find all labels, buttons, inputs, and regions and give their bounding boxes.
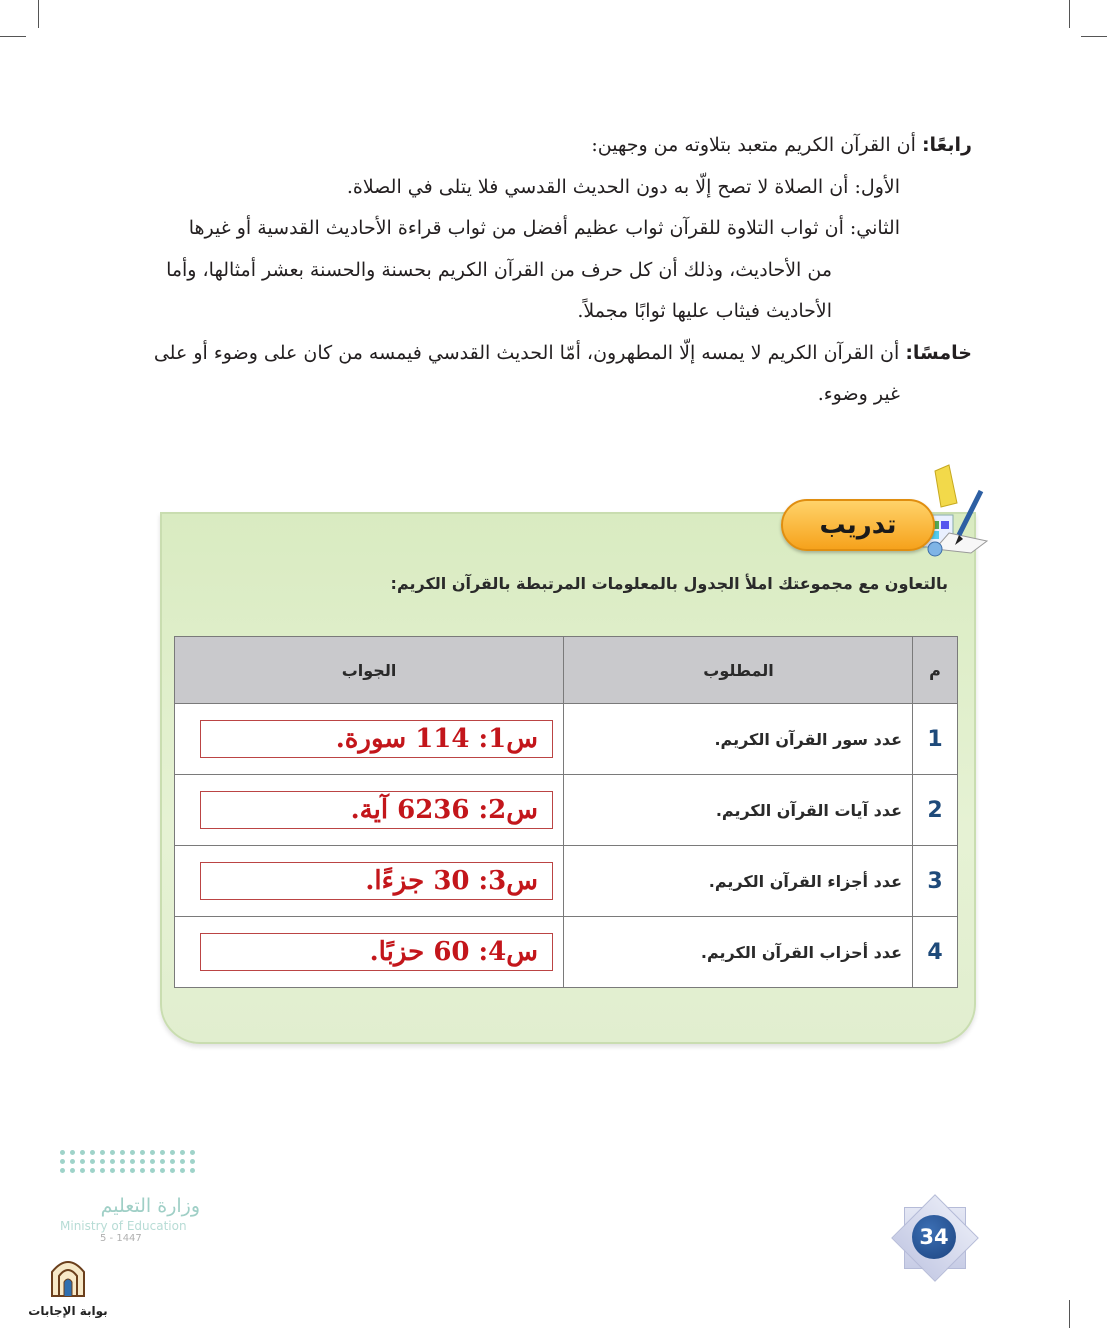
- answer-field[interactable]: [200, 720, 553, 758]
- paragraph-lead: خامسًا:: [905, 341, 972, 364]
- paragraph-second-line: من الأحاديث، وذلك أن كل حرف من القرآن الكريم بحسنة والحسنة بعشر أمثالها، وأما: [166, 258, 832, 281]
- answer-text: س2: 6236 آية.: [350, 795, 538, 825]
- body-text: [150, 125, 972, 416]
- row-required: عدد آيات القرآن الكريم.: [564, 775, 913, 846]
- paragraph-khamisan-line: غير وضوء.: [817, 383, 900, 405]
- answer-field[interactable]: [200, 791, 553, 829]
- row-num: 2: [913, 775, 958, 846]
- exercise-table: [174, 636, 958, 988]
- paragraph-text: أن القرآن الكريم متعبد بتلاوته من وجهين:: [591, 134, 916, 156]
- ministry-year: 5 - 1447: [100, 1233, 142, 1244]
- crop-mark: [1081, 36, 1107, 37]
- table-row: [175, 775, 958, 846]
- header-required: المطلوب: [564, 637, 913, 704]
- site-logo-label: بوابة الإجابات: [28, 1304, 108, 1318]
- crop-mark: [0, 36, 26, 37]
- row-num: 4: [913, 917, 958, 988]
- paragraph-khamisan: [150, 333, 972, 375]
- row-answer-cell: [175, 704, 564, 775]
- row-answer-cell: [175, 846, 564, 917]
- paragraph-second-line: الثاني: أن ثواب التلاوة للقرآن ثواب عظيم أفضل من ثواب قراءة الأحاديث القدسية أو غيرها: [188, 217, 900, 239]
- table-row: [175, 846, 958, 917]
- paragraph-rabian: [150, 125, 972, 167]
- paragraph-lead: رابعًا:: [921, 134, 972, 156]
- header-num: م: [913, 637, 958, 704]
- answer-field[interactable]: [200, 862, 553, 900]
- paragraph-text: أن القرآن الكريم لا يمسه إلّا المطهرون، أمّا الحديث القدسي فيمسه من كان على وضوء أو على: [153, 341, 900, 364]
- crop-mark: [38, 0, 39, 28]
- table-header-row: [175, 637, 958, 704]
- site-logo: [28, 1254, 108, 1318]
- header-answer: الجواب: [175, 637, 564, 704]
- answer-text: س3: 30 جزءًا.: [365, 866, 538, 896]
- mosque-icon: [46, 1254, 90, 1298]
- ministry-english: Ministry of Education: [60, 1219, 187, 1233]
- paragraph-first: الأول: أن الصلاة لا تصح إلّا به دون الحديث القدسي فلا يتلى في الصلاة.: [346, 175, 900, 198]
- row-num: 1: [913, 704, 958, 775]
- answer-text: س1: 114 سورة.: [335, 724, 538, 754]
- row-num: 3: [913, 846, 958, 917]
- ministry-dots-icon: [60, 1150, 196, 1173]
- row-answer-cell: [175, 917, 564, 988]
- row-required: عدد أحزاب القرآن الكريم.: [564, 917, 913, 988]
- exercise-badge-label: تدريب: [819, 510, 897, 540]
- exercise-badge: [781, 499, 935, 551]
- ministry-logo: [60, 1150, 200, 1244]
- crop-mark: [1069, 0, 1070, 28]
- answer-text: س4: 60 حزبًا.: [369, 937, 538, 967]
- page-number: 34: [912, 1215, 956, 1259]
- row-answer-cell: [175, 775, 564, 846]
- ministry-arabic: وزارة التعليم: [100, 1195, 200, 1217]
- paragraph-second-line: الأحاديث فيثاب عليها ثوابًا مجملاً.: [577, 300, 832, 322]
- row-required: عدد أجزاء القرآن الكريم.: [564, 846, 913, 917]
- table-row: [175, 704, 958, 775]
- answer-field[interactable]: [200, 933, 553, 971]
- table-row: [175, 917, 958, 988]
- row-required: عدد سور القرآن الكريم.: [564, 704, 913, 775]
- page-number-badge: [893, 1196, 975, 1278]
- exercise-instruction: بالتعاون مع مجموعتك املأ الجدول بالمعلومات المرتبطة بالقرآن الكريم:: [390, 574, 948, 593]
- crop-mark: [1069, 1300, 1070, 1328]
